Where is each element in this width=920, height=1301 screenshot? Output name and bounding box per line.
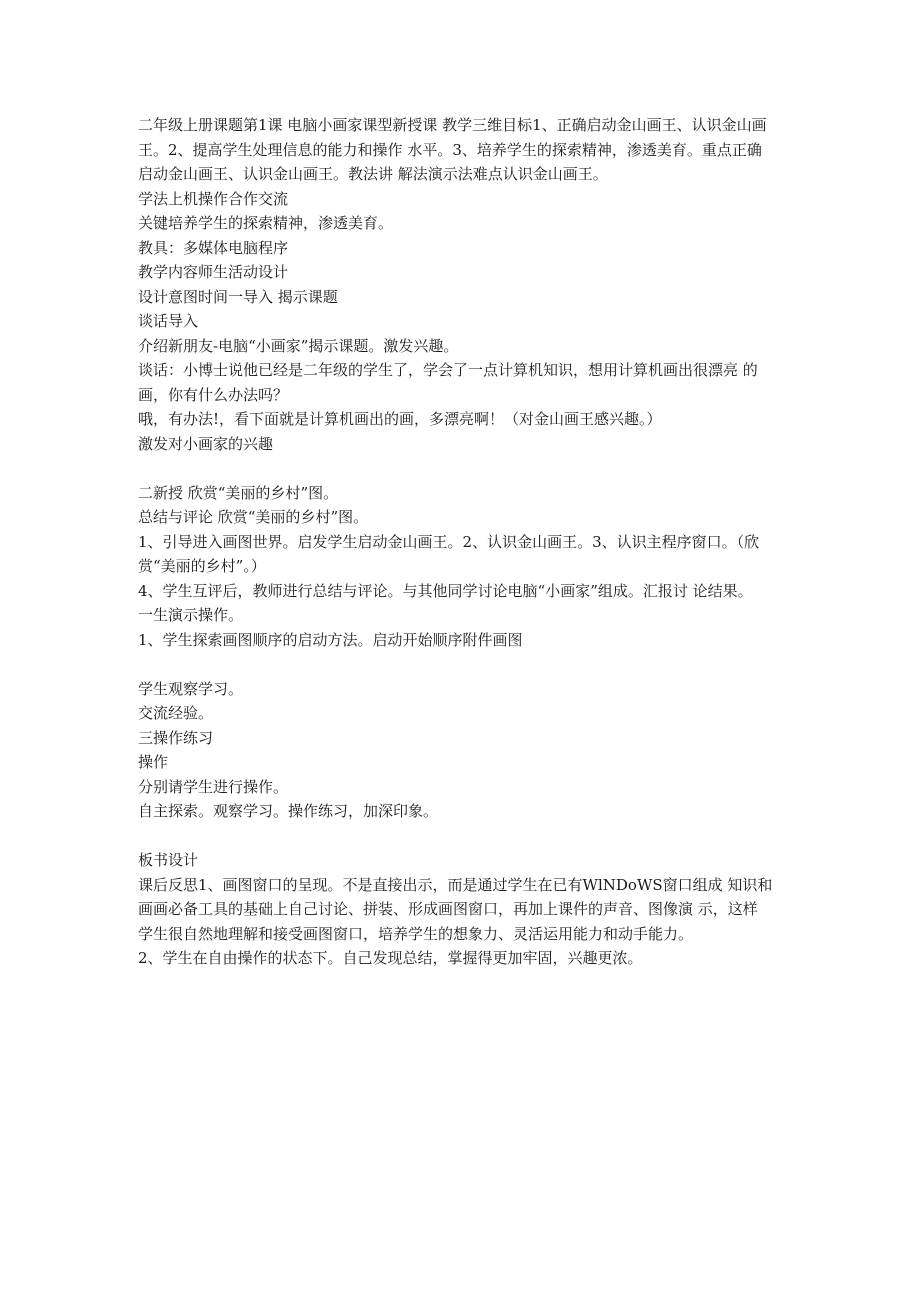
text-line: 画，你有什么办法吗？ xyxy=(138,385,289,404)
text-line: 王。2、提高学生处理信息的能力和操作 水平。3、培养学生的探索精神，渗透美育。重点正确 xyxy=(138,140,762,159)
text-line: 设计意图时间一导入 揭示课题 xyxy=(138,287,338,306)
text-line: 教具：多媒体电脑程序 xyxy=(138,238,289,257)
text-line: 2、学生在自由操作的状态下。自己发现总结，掌握得更加牢固，兴趣更浓。 xyxy=(138,949,643,967)
text-line: 交流经验。 xyxy=(138,704,214,722)
text-line: 一生演示操作。 xyxy=(138,606,244,624)
text-line: 1、引导进入画图世界。启发学生启动金山画王。2、认识金山画王。3、认识主程序窗口。（欣 xyxy=(138,532,760,551)
text-line: 操作 xyxy=(138,753,169,771)
text-line: 赏“美丽的乡村”。） xyxy=(138,557,266,575)
text-line: 三操作练习 xyxy=(138,728,214,747)
text-line: 1、学生探索画图顺序的启动方法。启动开始顺序附件画图 xyxy=(138,630,523,649)
blank-line xyxy=(138,824,798,849)
blank-line xyxy=(138,652,798,677)
text-line: 学法上机操作合作交流 xyxy=(138,189,289,208)
text-line: 学生观察学习。 xyxy=(138,679,244,698)
text-line: 分别请学生进行操作。 xyxy=(138,777,289,796)
text-line: 教学内容师生活动设计 xyxy=(138,263,289,281)
text-line: 画画必备工具的基础上自己讨论、拼装、形成画图窗口，再加上课件的声音、图像演 示，这样 xyxy=(138,900,758,918)
text-line: 二年级上册课题第1课 电脑小画家课型新授课 教学三维目标1、正确启动金山画王、认识金山画 xyxy=(138,116,767,134)
text-line: 自主探索。观察学习。操作练习，加深印象。 xyxy=(138,802,439,820)
text-line: 介绍新朋友-电脑“小画家”揭示课题。激发兴趣。 xyxy=(138,336,459,355)
text-line: 4、学生互评后，教师进行总结与评论。与其他同学讨论电脑“小画家”组成。汇报讨 论结果。 xyxy=(138,581,753,600)
text-line: 课后反思1、画图窗口的呈现。不是直接出示，而是通过学生在已有WlNDoWS窗口组成 知识和 xyxy=(138,875,773,894)
text-line: 关键培养学生的探索精神，渗透美育。 xyxy=(138,214,394,232)
text-line: 激发对小画家的兴趣 xyxy=(138,434,274,453)
text-line: 哦，有办法!，看下面就是计算机画出的画，多漂亮啊！（对金山画王感兴趣。） xyxy=(138,410,662,428)
document-body xyxy=(138,113,798,971)
text-line: 总结与评论 欣赏“美丽的乡村”图。 xyxy=(138,508,369,526)
text-line: 学生很自然地理解和接受画图窗口，培养学生的想象力、灵活运用能力和动手能力。 xyxy=(138,924,694,943)
text-line: 谈话：小博士说他已经是二年级的学生了，学会了一点计算机知识，想用计算机画出很漂亮 的 xyxy=(138,361,758,379)
text-line: 二新授 欣赏“美丽的乡村”图。 xyxy=(138,483,339,502)
text-line: 启动金山画王、认识金山画王。教法讲 解法演示法难点认识金山画王。 xyxy=(138,165,608,183)
text-line: 板书设计 xyxy=(138,851,199,869)
blank-line xyxy=(138,456,798,481)
text-line: 谈话导入 xyxy=(138,312,199,330)
